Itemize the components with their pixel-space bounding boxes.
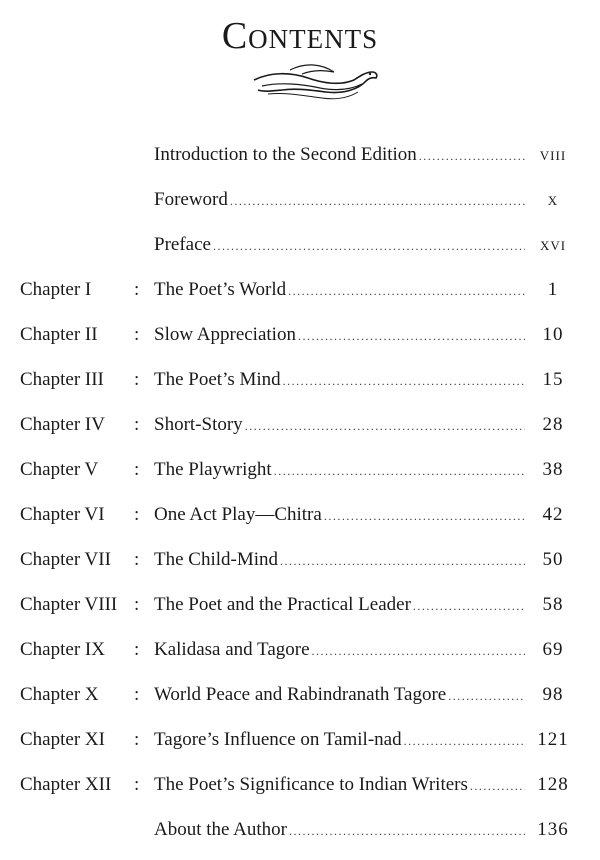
chapter-label: Chapter IX xyxy=(20,639,105,660)
toc-entry xyxy=(154,725,525,756)
chapter-label: Chapter X xyxy=(20,684,99,705)
toc-entry xyxy=(154,680,525,711)
page-number: x xyxy=(547,189,559,210)
entry-title: About the Author xyxy=(154,819,287,840)
toc-row xyxy=(0,275,600,320)
page-number: 121 xyxy=(537,729,569,750)
dot-leader xyxy=(298,321,525,351)
toc-row xyxy=(0,455,600,500)
toc-entry xyxy=(154,590,525,621)
label-separator: : xyxy=(134,279,140,300)
bird-ornament-icon xyxy=(250,58,380,108)
chapter-label: Chapter II xyxy=(20,324,98,345)
toc-row xyxy=(0,545,600,590)
page-number: 98 xyxy=(542,684,564,705)
toc-entry xyxy=(154,275,525,306)
entry-title: Tagore’s Influence on Tamil-nad xyxy=(154,729,402,750)
dot-leader xyxy=(289,816,525,846)
toc-entry xyxy=(154,365,525,396)
label-separator: : xyxy=(134,459,140,480)
entry-title: Kalidasa and Tagore xyxy=(154,639,310,660)
toc-row xyxy=(0,680,600,725)
entry-title: Foreword xyxy=(154,189,228,210)
toc-row xyxy=(0,365,600,410)
toc-entry xyxy=(154,635,525,666)
page-number: 58 xyxy=(542,594,564,615)
dot-leader xyxy=(230,186,525,216)
page-number: 128 xyxy=(537,774,569,795)
entry-title: Preface xyxy=(154,234,211,255)
chapter-label: Chapter I xyxy=(20,279,92,300)
toc-row xyxy=(0,320,600,365)
entry-title: Slow Appreciation xyxy=(154,324,296,345)
entry-title: The Child-Mind xyxy=(154,549,279,570)
dot-leader xyxy=(419,141,525,171)
page-number: 10 xyxy=(542,324,564,345)
toc-entry xyxy=(154,455,525,486)
chapter-label: Chapter VIII xyxy=(20,594,118,615)
entry-title: Introduction to the Second Edition xyxy=(154,144,417,165)
toc-row xyxy=(0,500,600,545)
toc-entry xyxy=(154,545,525,576)
toc-entry xyxy=(154,815,525,846)
page-number: 136 xyxy=(537,819,569,840)
page-number: 42 xyxy=(542,504,564,525)
chapter-label: Chapter IV xyxy=(20,414,105,435)
toc-entry xyxy=(154,320,525,351)
page-number: 15 xyxy=(542,369,564,390)
toc-row xyxy=(0,140,600,185)
entry-title: World Peace and Rabindranath Tagore xyxy=(154,684,447,705)
label-separator: : xyxy=(134,684,140,705)
toc-entry xyxy=(154,410,525,441)
label-separator: : xyxy=(134,639,140,660)
toc-entry xyxy=(154,230,525,261)
contents-list xyxy=(0,140,600,860)
dot-leader xyxy=(404,726,525,756)
entry-title: The Playwright xyxy=(154,459,272,480)
label-separator: : xyxy=(134,324,140,345)
entry-title: The Poet’s Significance to Indian Writers xyxy=(154,774,468,795)
page-title: Contents xyxy=(221,15,379,57)
toc-entry xyxy=(154,185,525,216)
dot-leader xyxy=(470,771,525,801)
label-separator: : xyxy=(134,729,140,750)
label-separator: : xyxy=(134,594,140,615)
label-separator: : xyxy=(134,504,140,525)
entry-title: The Poet’s World xyxy=(154,279,287,300)
entry-title: Short-Story xyxy=(154,414,243,435)
toc-row xyxy=(0,635,600,680)
toc-row xyxy=(0,590,600,635)
dot-leader xyxy=(413,591,525,621)
toc-entry xyxy=(154,140,525,171)
dot-leader xyxy=(283,366,525,396)
chapter-label: Chapter VII xyxy=(20,549,111,570)
chapter-label: Chapter XII xyxy=(20,774,112,795)
chapter-label: Chapter III xyxy=(20,369,104,390)
dot-leader xyxy=(288,276,525,306)
entry-title: One Act Play—Chitra xyxy=(154,504,322,525)
dot-leader xyxy=(274,456,525,486)
toc-row xyxy=(0,770,600,815)
dot-leader xyxy=(448,681,525,711)
toc-row xyxy=(0,725,600,770)
page-number: 1 xyxy=(547,279,559,300)
page-number: 69 xyxy=(542,639,564,660)
toc-entry xyxy=(154,500,525,531)
toc-row xyxy=(0,410,600,455)
label-separator: : xyxy=(134,414,140,435)
label-separator: : xyxy=(134,369,140,390)
dot-leader xyxy=(312,636,525,666)
dot-leader xyxy=(280,546,525,576)
chapter-label: Chapter XI xyxy=(20,729,105,750)
dot-leader xyxy=(324,501,525,531)
label-separator: : xyxy=(134,549,140,570)
chapter-label: Chapter V xyxy=(20,459,99,480)
dot-leader xyxy=(213,231,525,261)
toc-row xyxy=(0,815,600,860)
page-number: 50 xyxy=(542,549,564,570)
chapter-label: Chapter VI xyxy=(20,504,105,525)
entry-title: The Poet’s Mind xyxy=(154,369,281,390)
page-number: viii xyxy=(539,144,567,165)
page-number: 38 xyxy=(542,459,564,480)
dot-leader xyxy=(245,411,525,441)
page-number: 28 xyxy=(542,414,564,435)
entry-title: The Poet and the Practical Leader xyxy=(154,594,411,615)
label-separator: : xyxy=(134,774,140,795)
page-number: xvi xyxy=(539,234,567,255)
toc-row xyxy=(0,230,600,275)
toc-row xyxy=(0,185,600,230)
toc-entry xyxy=(154,770,525,801)
